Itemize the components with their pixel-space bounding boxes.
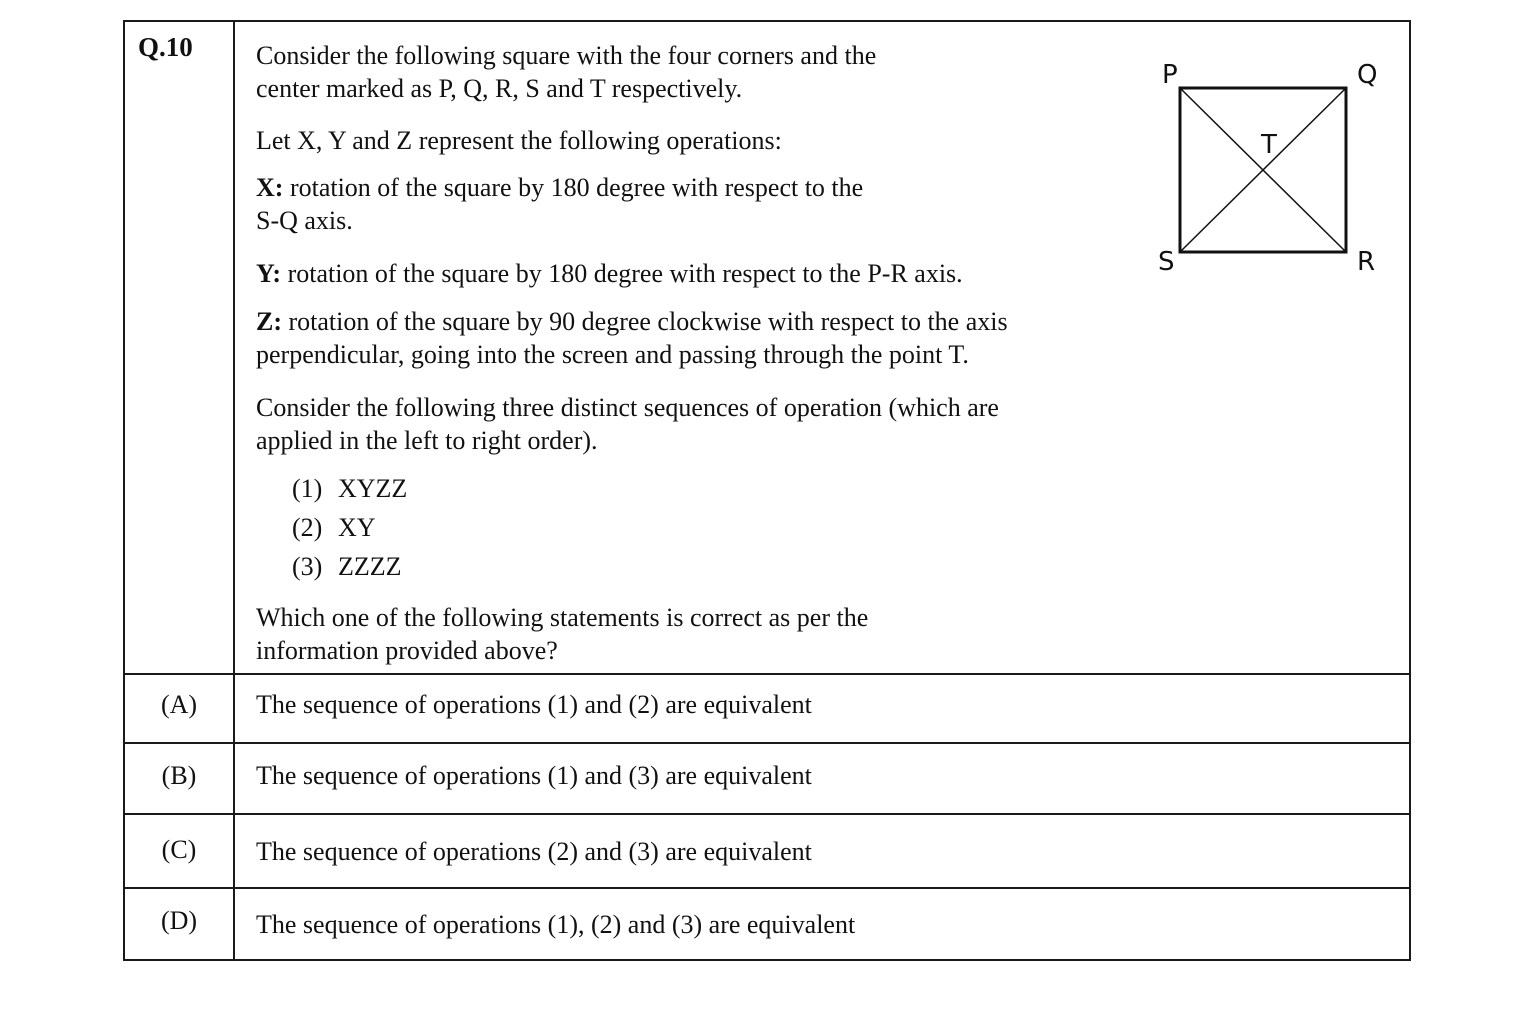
option-a-label: (A) bbox=[160, 690, 198, 719]
option-c-text: The sequence of operations (2) and (3) are equivalent bbox=[256, 837, 812, 866]
row-divider bbox=[125, 742, 1409, 744]
sequences-intro: Consider the following three distinct sequences of operation (which are applied in the left to right order). bbox=[256, 393, 999, 455]
operation-z-key: Z: bbox=[256, 307, 282, 336]
row-divider bbox=[125, 813, 1409, 815]
sequence-number: (2) bbox=[292, 513, 323, 542]
stem-operations-intro: Let X, Y and Z represent the following operations: bbox=[256, 126, 782, 155]
label-t: T bbox=[1261, 130, 1277, 160]
question-table bbox=[123, 20, 1411, 961]
sequence-item bbox=[292, 547, 1096, 586]
square-diagram bbox=[1145, 52, 1395, 282]
label-q: Q bbox=[1357, 60, 1378, 90]
sequence-list bbox=[292, 469, 1096, 586]
sequence-value: XYZZ bbox=[338, 474, 408, 503]
row-divider bbox=[125, 673, 1409, 675]
question-number: Q.10 bbox=[138, 32, 193, 62]
sequence-item bbox=[292, 469, 1096, 508]
question-stem bbox=[256, 39, 1096, 667]
operation-x-text: rotation of the square by 180 degree with respect to the S-Q axis. bbox=[256, 173, 864, 235]
option-b-label: (B) bbox=[161, 761, 197, 790]
operation-y-key: Y: bbox=[256, 259, 282, 288]
sequence-value: XY bbox=[338, 513, 376, 542]
option-d-label: (D) bbox=[160, 906, 198, 935]
label-p: P bbox=[1162, 60, 1178, 90]
sequence-number: (3) bbox=[292, 552, 323, 581]
column-divider bbox=[233, 22, 235, 959]
row-divider bbox=[125, 887, 1409, 889]
label-s: S bbox=[1158, 247, 1175, 277]
operation-z bbox=[256, 305, 1016, 371]
option-c-label: (C) bbox=[161, 835, 197, 864]
operation-x-key: X: bbox=[256, 173, 284, 202]
sequence-item bbox=[292, 508, 1096, 547]
option-b-text: The sequence of operations (1) and (3) are equivalent bbox=[256, 761, 812, 790]
sequence-value: ZZZZ bbox=[338, 552, 402, 581]
operation-y bbox=[256, 257, 1096, 290]
operation-x bbox=[256, 171, 876, 237]
option-d-text: The sequence of operations (1), (2) and (3) are equivalent bbox=[256, 910, 856, 939]
stem-intro: Consider the following square with the four corners and the center marked as P, Q, R, S and T respectively. bbox=[256, 41, 877, 103]
label-r: R bbox=[1357, 247, 1376, 277]
operation-z-text: rotation of the square by 90 degree clockwise with respect to the axis perpendicular, going into the screen and passing through the point T. bbox=[256, 307, 1008, 369]
operation-y-text: rotation of the square by 180 degree with respect to the P-R axis. bbox=[287, 259, 963, 288]
option-a-text: The sequence of operations (1) and (2) are equivalent bbox=[256, 690, 812, 719]
question-prompt: Which one of the following statements is correct as per the information provided above? bbox=[256, 603, 869, 665]
sequence-number: (1) bbox=[292, 474, 323, 503]
